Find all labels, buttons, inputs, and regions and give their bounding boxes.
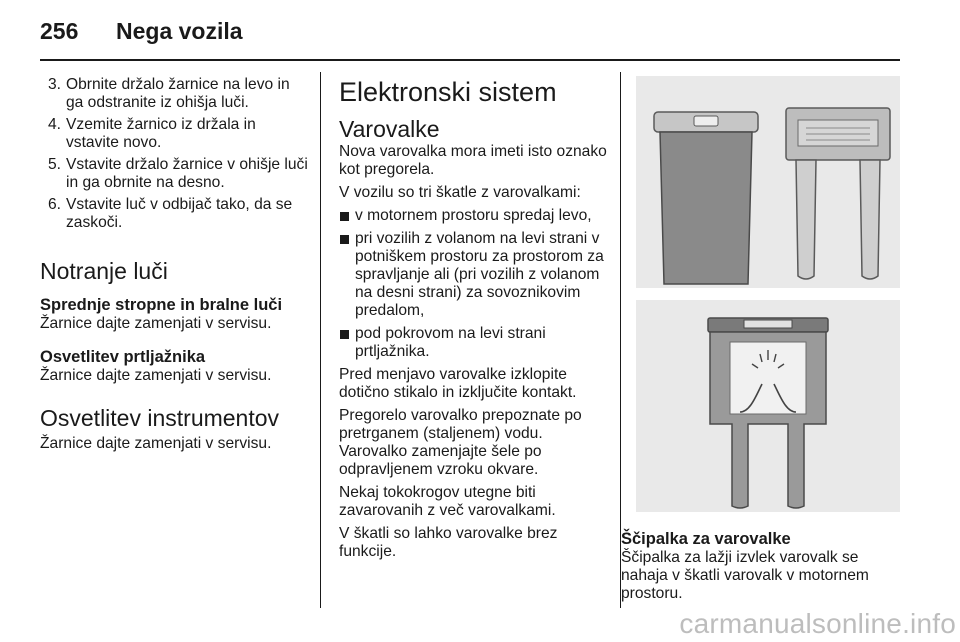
header-rule (40, 59, 900, 61)
list-item (339, 325, 609, 361)
step-number: 4. (48, 116, 62, 133)
section-heading-notranje: Notranje luči (40, 258, 168, 284)
step-text: Vstavite luč v odbijač tako, da se zaskoči. (66, 196, 293, 231)
paragraph: Nova varovalka mora imeti isto oznako kot pregorela. (339, 143, 607, 178)
list-item (339, 207, 609, 225)
paragraph: Ščipalka za lažji izvlek varovalk se nahaja v škatli varovalk v motornem prostoru. (621, 549, 869, 602)
list-item-text: v motornem prostoru spredaj levo, (355, 207, 592, 224)
step-number: 6. (48, 196, 62, 213)
list-item-text: pod pokrovom na levi strani prtljažnika. (355, 325, 546, 360)
fuse-illustration-1 (636, 76, 900, 288)
bullet-icon (340, 212, 349, 221)
paragraph: Žarnice dajte zamenjati v servisu. (40, 435, 272, 452)
paragraph: Pregorelo varovalko prepoznate po pretrganem (staljenem) vodu. Varovalko zamenjajte šele po odpravljenem vzroku okvare. (339, 407, 582, 478)
page-number: 256 (40, 18, 79, 44)
step-item (40, 156, 308, 192)
paragraph: Žarnice dajte zamenjati v servisu. (40, 367, 272, 384)
list-item-text: pri vozilih z volanom na levi strani v potniškem prostoru za prostorom za spravljanje ali (pri vozilih z volanom na desni strani) za sovoznikovim predalom, (355, 230, 604, 319)
bullet-icon (340, 330, 349, 339)
step-number: 3. (48, 76, 62, 93)
page-header (0, 0, 960, 60)
subheading-scipalka: Ščipalka za varovalke (621, 530, 791, 548)
column-right (621, 530, 901, 608)
column-divider-2 (620, 72, 621, 608)
subheading-varovalke: Varovalke (339, 116, 440, 142)
paragraph: Pred menjavo varovalke izklopite dotično stikalo in izključite kontakt. (339, 366, 577, 401)
step-text: Obrnite držalo žarnice na levo in ga odstranite iz ohišja luči. (66, 76, 290, 111)
step-number: 5. (48, 156, 62, 173)
fuse-illustration-2 (636, 300, 900, 512)
fusebox-list (339, 207, 609, 361)
section-heading-instrument: Osvetlitev instrumentov (40, 405, 280, 431)
paragraph: Žarnice dajte zamenjati v servisu. (40, 315, 272, 332)
page-title: Nega vozila (116, 18, 243, 44)
steps-list (40, 76, 308, 232)
paragraph: V škatli so lahko varovalke brez funkcije. (339, 525, 558, 560)
watermark: carmanualsonline.info (679, 608, 956, 639)
column-left (40, 76, 308, 458)
column-middle (339, 76, 609, 566)
list-item (339, 230, 609, 320)
step-item (40, 196, 308, 232)
step-item (40, 76, 308, 112)
bullet-icon (340, 235, 349, 244)
section-heading-elektronski: Elektronski sistem (339, 77, 557, 107)
subheading-prtljaznik: Osvetlitev prtljažnika (40, 348, 206, 366)
step-item (40, 116, 308, 152)
paragraph: Nekaj tokokrogov utegne biti zavarovanih z več varovalkami. (339, 484, 556, 519)
fuses-icon (636, 76, 900, 288)
step-text: Vzemite žarnico iz držala in vstavite novo. (66, 116, 256, 151)
paragraph: V vozilu so tri škatle z varovalkami: (339, 184, 581, 201)
column-divider-1 (320, 72, 321, 608)
subheading-stropne: Sprednje stropne in bralne luči (40, 296, 283, 314)
blown-fuse-icon (636, 300, 900, 512)
step-text: Vstavite držalo žarnice v ohišje luči in ga obrnite na desno. (66, 156, 308, 191)
